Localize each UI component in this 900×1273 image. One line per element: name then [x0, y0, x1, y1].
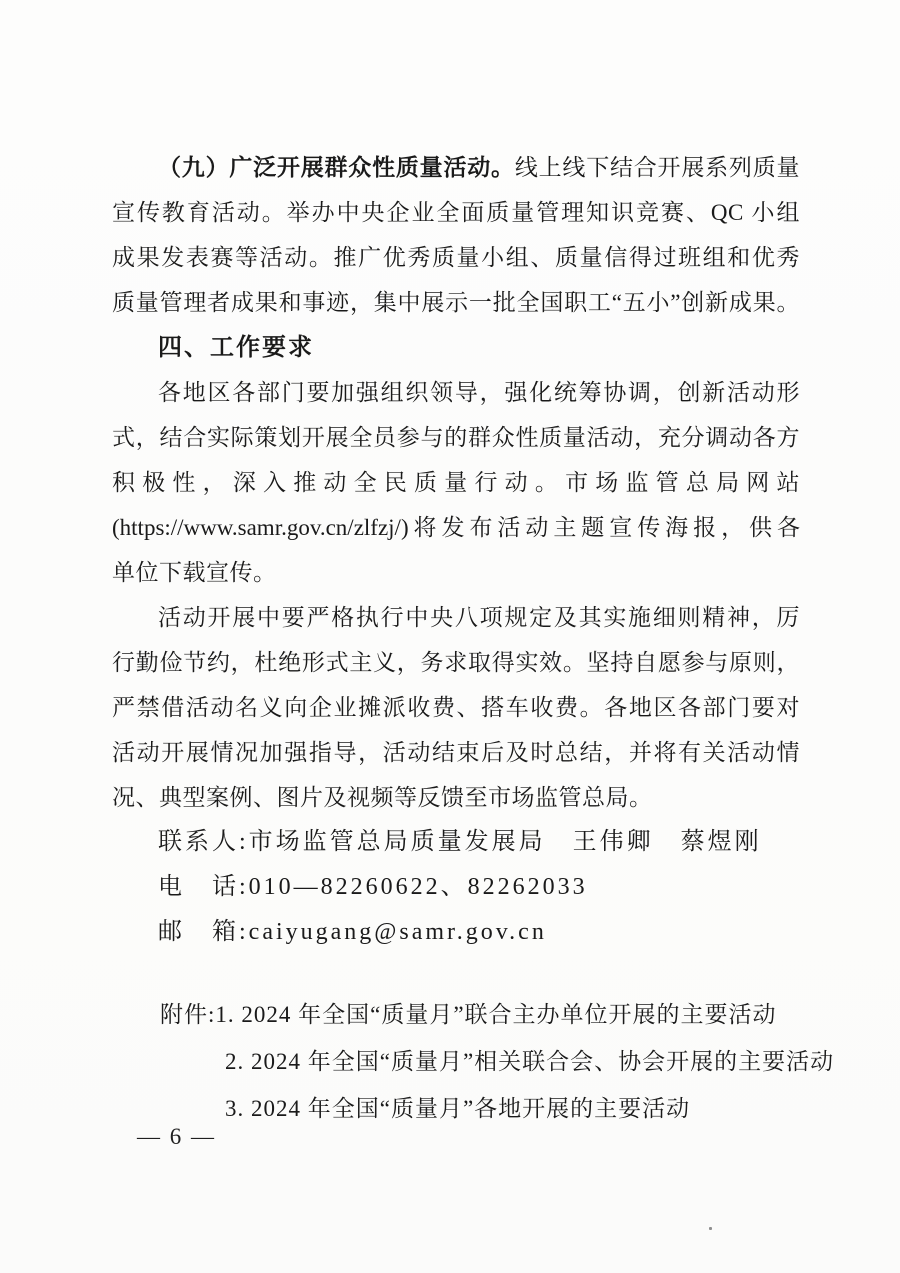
paragraph-line: 成果发表赛等活动。推广优秀质量小组、质量信得过班组和优秀 — [112, 245, 800, 270]
document-content — [112, 145, 835, 1132]
paragraph-line: 活动开展情况加强指导，活动结束后及时总结，并将有关活动情 — [112, 740, 800, 765]
scan-artifact-dot — [709, 1227, 712, 1230]
paragraph-line: 式，结合实际策划开展全员参与的群众性质量活动，充分调动各方 — [112, 425, 800, 450]
paragraph-line: 严禁借活动名义向企业摊派收费、搭车收费。各地区各部门要对 — [112, 695, 800, 720]
paragraph-line — [112, 145, 800, 190]
paragraph-line: 况、典型案例、图片及视频等反馈至市场监管总局。 — [112, 785, 653, 810]
item-9-title: （九）广泛开展群众性质量活动。 — [158, 155, 515, 180]
paragraph-line: 宣传教育活动。举办中央企业全面质量管理知识竞赛、QC 小组 — [112, 200, 800, 225]
attachment-line-3: 3. 2024 年全国“质量月”各地开展的主要活动 — [225, 1096, 691, 1121]
paragraph-work-requirements-2 — [112, 595, 800, 820]
item-9-text: 线上线下结合开展系列质量 — [514, 155, 801, 180]
paragraph-line: 活动开展中要严格执行中央八项规定及其实施细则精神，厉 — [158, 605, 800, 630]
paragraph-line: 积极性，深入推动全民质量行动。市场监管总局网站 — [112, 470, 800, 495]
attachment-line-2: 2. 2024 年全国“质量月”相关联合会、协会开展的主要活动 — [225, 1049, 835, 1074]
paragraph-line: 行勤俭节约，杜绝形式主义，务求取得实效。坚持自愿参与原则， — [112, 650, 800, 675]
paragraph-line: 各地区各部门要加强组织领导，强化统筹协调，创新活动形 — [158, 380, 800, 405]
heading-section-4: 四、工作要求 — [158, 334, 314, 361]
attachment-list — [112, 991, 835, 1132]
paragraph-work-requirements-1 — [112, 370, 800, 595]
contact-phone-line: 电 话:010—82260622、82262033 — [158, 874, 588, 900]
paragraph-item-9 — [112, 145, 800, 325]
contact-email-line: 邮 箱:caiyugang@samr.gov.cn — [158, 919, 547, 945]
page-number: — 6 — — [137, 1124, 216, 1149]
paragraph-line-url: (https://www.samr.gov.cn/zlfzj/)将发布活动主题宣传海报，供各 — [112, 515, 800, 540]
paragraph-line: 单位下载宣传。 — [112, 560, 277, 585]
attachment-line-1: 附件:1. 2024 年全国“质量月”联合主办单位开展的主要活动 — [160, 1002, 777, 1027]
contact-person-line: 联系人:市场监管总局质量发展局 王伟卿 蔡煜刚 — [158, 829, 762, 855]
contact-block — [112, 820, 800, 955]
paragraph-line: 质量管理者成果和事迹，集中展示一批全国职工“五小”创新成果。 — [112, 290, 800, 315]
